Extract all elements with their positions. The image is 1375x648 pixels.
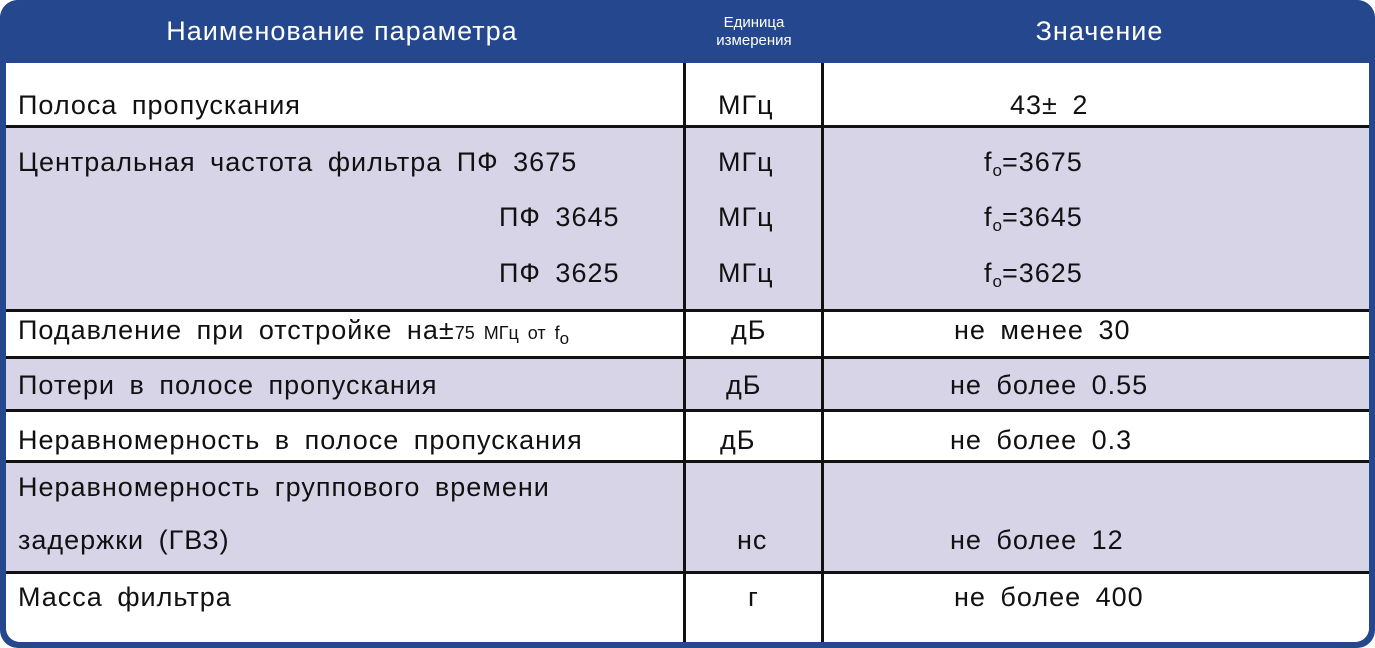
f-symbol: f bbox=[984, 147, 993, 177]
row-divider bbox=[6, 409, 1369, 412]
row-divider bbox=[6, 356, 1369, 359]
gvz-unit: нс bbox=[737, 525, 768, 555]
f-subscript: o bbox=[992, 272, 1002, 291]
f-subscript: o bbox=[559, 329, 570, 348]
ripple-unit: дБ bbox=[720, 425, 756, 455]
center-unit-3: МГц bbox=[718, 258, 774, 288]
header-unit bbox=[686, 0, 822, 63]
suppression-unit: дБ bbox=[731, 315, 767, 345]
gvz-value: не более 12 bbox=[950, 525, 1124, 555]
header-unit-line2: измерения bbox=[716, 31, 792, 49]
center-v1: =3675 bbox=[1001, 147, 1083, 177]
ripple-name: Неравномерность в полосе пропускания bbox=[18, 425, 583, 455]
suppression-value: не менее 30 bbox=[954, 315, 1131, 345]
center-name-3645: ПФ 3645 bbox=[499, 202, 620, 232]
ripple-value: не более 0.3 bbox=[950, 425, 1133, 455]
f-subscript: o bbox=[992, 216, 1002, 235]
center-value-3645 bbox=[984, 202, 1083, 236]
center-v3: =3625 bbox=[1001, 258, 1083, 288]
loss-name: Потери в полосе пропускания bbox=[18, 370, 438, 400]
center-unit-2: МГц bbox=[718, 202, 774, 232]
suppression-name bbox=[18, 315, 569, 349]
center-name: Центральная частота фильтра ПФ 3675 bbox=[18, 147, 578, 177]
center-v2: =3645 bbox=[1001, 202, 1083, 232]
f-symbol: f bbox=[984, 258, 993, 288]
loss-value: не более 0.55 bbox=[950, 370, 1149, 400]
center-value-3675 bbox=[984, 147, 1083, 181]
mass-value: не более 400 bbox=[954, 582, 1144, 612]
f-subscript: o bbox=[992, 161, 1002, 180]
column-divider bbox=[821, 63, 824, 642]
table-body bbox=[6, 63, 1369, 642]
suppression-name-main: Подавление при отстройке на bbox=[18, 315, 439, 345]
bandwidth-unit: МГц bbox=[718, 90, 774, 120]
center-name-3625: ПФ 3625 bbox=[499, 258, 620, 288]
row-divider bbox=[6, 125, 1369, 128]
header-unit-line1: Единица bbox=[723, 13, 785, 31]
gvz-name-line2: задержки (ГВЗ) bbox=[18, 525, 230, 555]
plus-minus-sign: ± bbox=[438, 315, 455, 345]
row-divider bbox=[6, 460, 1369, 463]
bandwidth-value: 43± 2 bbox=[1010, 90, 1089, 120]
loss-unit: дБ bbox=[726, 370, 762, 400]
f-symbol: f bbox=[984, 202, 993, 232]
suppression-offset: 75 МГц от f bbox=[454, 323, 560, 343]
column-divider bbox=[683, 63, 686, 642]
row-divider bbox=[6, 571, 1369, 574]
center-value-3625 bbox=[984, 258, 1083, 292]
table-header bbox=[0, 0, 1375, 63]
center-unit-1: МГц bbox=[718, 147, 774, 177]
header-name: Наименование параметра bbox=[166, 16, 518, 46]
gvz-name-line1: Неравномерность группового времени bbox=[18, 472, 550, 502]
mass-unit: г bbox=[748, 582, 759, 612]
row-divider bbox=[6, 309, 1369, 312]
mass-name: Масса фильтра bbox=[18, 582, 232, 612]
bandwidth-name: Полоса пропускания bbox=[18, 90, 301, 120]
header-value: Значение bbox=[1035, 16, 1164, 46]
